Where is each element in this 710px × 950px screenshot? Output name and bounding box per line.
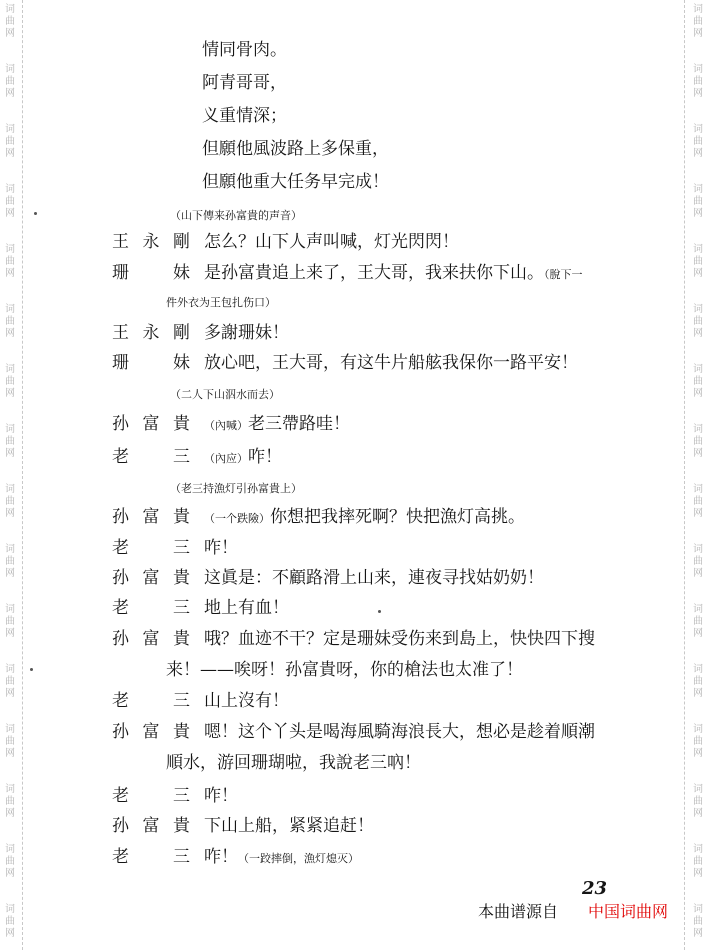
- speaker-name: 孙 富 貴: [112, 722, 190, 742]
- dialogue-line: 山上沒有！: [204, 691, 289, 711]
- watermark: 词 曲 网: [5, 784, 15, 819]
- dialogue-line: 咋！（一跤摔倒，漁灯熄灭）: [204, 847, 359, 867]
- right-margin-line: [684, 0, 686, 950]
- dialogue-line: 咋！: [204, 538, 238, 558]
- scan-speck: [34, 212, 37, 215]
- stage-direction: （山下傳来孙富貴的声音）: [170, 209, 302, 222]
- watermark: 词 曲 网: [693, 784, 703, 819]
- dialogue-line: （內喊）老三帶路哇！: [204, 414, 350, 434]
- watermark: 词 曲 网: [693, 244, 703, 279]
- source-credit-site-link[interactable]: 中国词曲网: [588, 902, 669, 921]
- watermark: 词 曲 网: [5, 64, 15, 99]
- watermark: 词 曲 网: [5, 664, 15, 699]
- stage-direction: 件外衣为王包扎伤口）: [166, 296, 276, 309]
- speaker-name: 王 永 剛: [112, 323, 190, 343]
- speaker-name: 老 三: [112, 538, 190, 558]
- watermark: 词 曲 网: [693, 484, 703, 519]
- dialogue-line: 哦？血迹不干？定是珊妹受伤来到島上，快快四下搜: [204, 629, 595, 649]
- dialogue-line: 来！——唉呀！孙富貴呀，你的槍法也太准了！: [166, 660, 523, 680]
- watermark: 词 曲 网: [693, 424, 703, 459]
- watermark: 词 曲 网: [5, 424, 15, 459]
- watermark: 词 曲 网: [5, 724, 15, 759]
- speaker-name: 王 永 剛: [112, 232, 190, 252]
- watermark: 词 曲 网: [693, 304, 703, 339]
- watermark: 词 曲 网: [5, 4, 15, 39]
- speaker-name: 老 三: [112, 598, 190, 618]
- stage-direction: （老三持漁灯引孙富貴上）: [170, 482, 302, 495]
- inline-stage-note: （脫下一: [544, 268, 583, 281]
- watermark: 词 曲 网: [5, 244, 15, 279]
- watermark: 词 曲 网: [693, 124, 703, 159]
- watermark: 词 曲 网: [693, 904, 703, 939]
- watermark: 词 曲 网: [693, 844, 703, 879]
- poem-line: 义重情深；: [202, 106, 287, 126]
- dialogue-line: 下山上船，紧紧追赶！: [204, 816, 374, 836]
- watermark: 词 曲 网: [5, 304, 15, 339]
- dialogue-line: 嗯！这个丫头是喝海風騎海浪長大，想必是趁着順潮: [204, 722, 595, 742]
- watermark: 词 曲 网: [693, 664, 703, 699]
- dialogue-line: 咋！: [204, 786, 238, 806]
- speaker-name: 珊 妹: [112, 263, 190, 283]
- watermark: 词 曲 网: [5, 904, 15, 939]
- speaker-name: 孙 富 貴: [112, 414, 190, 434]
- watermark: 词 曲 网: [5, 184, 15, 219]
- page-number: 23: [582, 878, 608, 899]
- speaker-name: 孙 富 貴: [112, 568, 190, 588]
- inline-stage-note: （內应）: [204, 452, 248, 465]
- speaker-name: 孙 富 貴: [112, 629, 190, 649]
- stage-direction: （二人下山泅水而去）: [170, 388, 280, 401]
- watermark: 词 曲 网: [693, 184, 703, 219]
- inline-stage-note: （內喊）: [204, 419, 248, 432]
- speaker-name: 珊 妹: [112, 353, 190, 373]
- speaker-name: 老 三: [112, 847, 190, 867]
- scan-speck: [30, 668, 33, 671]
- poem-line: 但願他重大任务早完成！: [202, 172, 389, 192]
- left-margin-line: [22, 0, 24, 950]
- dialogue-line: 怎么？山下人声叫喊，灯光閃閃！: [204, 232, 459, 252]
- speaker-name: 老 三: [112, 786, 190, 806]
- scan-speck: [378, 610, 381, 613]
- speaker-name: 孙 富 貴: [112, 816, 190, 836]
- watermark: 词 曲 网: [693, 604, 703, 639]
- watermark: 词 曲 网: [693, 64, 703, 99]
- dialogue-line: （一个跌險）你想把我摔死啊？快把漁灯高挑。: [204, 507, 525, 527]
- watermark: 词 曲 网: [5, 484, 15, 519]
- watermark: 词 曲 网: [5, 124, 15, 159]
- dialogue-line: 多謝珊妹！: [204, 323, 289, 343]
- speaker-name: 老 三: [112, 447, 190, 467]
- watermark: 词 曲 网: [693, 544, 703, 579]
- dialogue-line: （內应）咋！: [204, 447, 282, 467]
- poem-line: 阿青哥哥，: [202, 73, 287, 93]
- watermark: 词 曲 网: [693, 4, 703, 39]
- speaker-name: 老 三: [112, 691, 190, 711]
- dialogue-line: 放心吧，王大哥，有这牛片船舷我保你一路平安！: [204, 353, 578, 373]
- dialogue-line: 是孙富貴追上来了，王大哥，我来扶你下山。（脫下一: [204, 263, 583, 283]
- dialogue-line: 順水，游回珊瑚啦，我說老三吶！: [166, 753, 421, 773]
- watermark: 词 曲 网: [693, 364, 703, 399]
- source-credit-prefix: 本曲谱源自: [478, 902, 559, 921]
- dialogue-line: 这眞是：不顧路滑上山来，連夜寻找姑奶奶！: [204, 568, 544, 588]
- inline-stage-note: （一个跌險）: [204, 512, 270, 525]
- dialogue-line: 地上有血！: [204, 598, 289, 618]
- watermark: 词 曲 网: [5, 844, 15, 879]
- watermark: 词 曲 网: [5, 604, 15, 639]
- inline-stage-note: （一跤摔倒，漁灯熄灭）: [238, 852, 359, 865]
- poem-line: 情同骨肉。: [202, 40, 287, 60]
- watermark: 词 曲 网: [693, 724, 703, 759]
- watermark: 词 曲 网: [5, 544, 15, 579]
- poem-line: 但願他風波路上多保重，: [202, 139, 389, 159]
- speaker-name: 孙 富 貴: [112, 507, 190, 527]
- watermark: 词 曲 网: [5, 364, 15, 399]
